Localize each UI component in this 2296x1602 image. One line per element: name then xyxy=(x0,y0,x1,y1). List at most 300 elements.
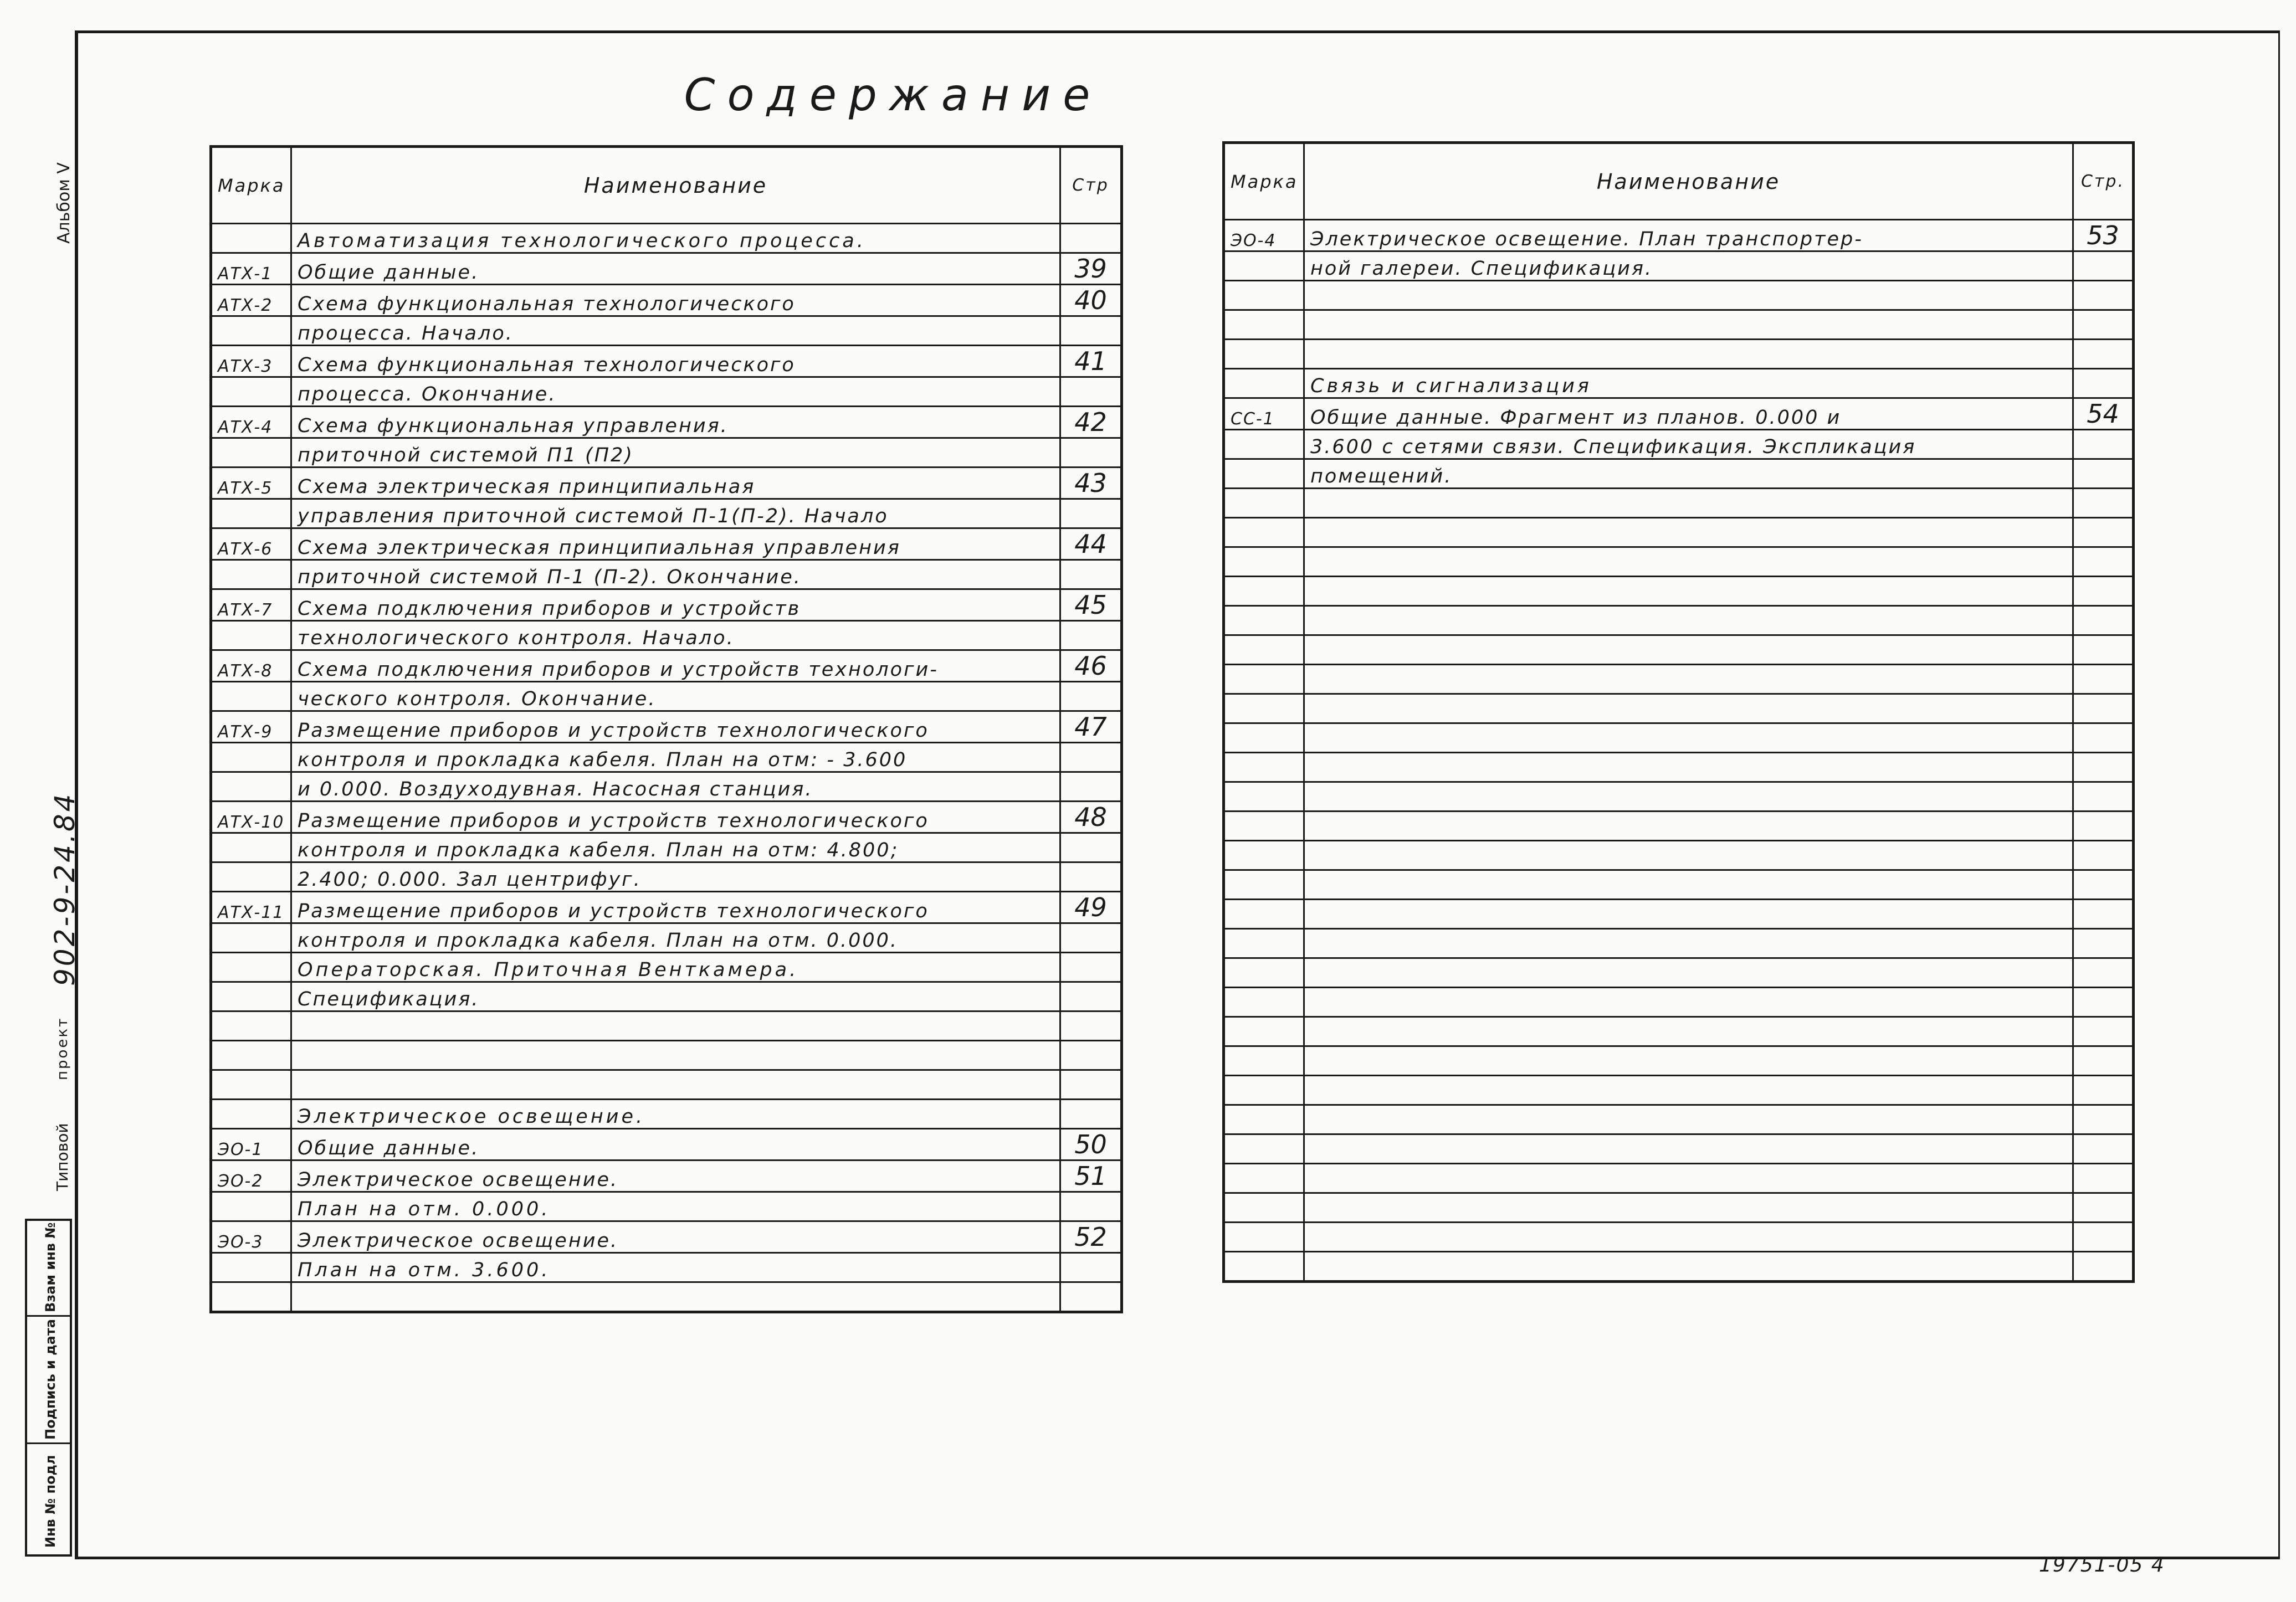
document-title xyxy=(0,69,2296,121)
table-row xyxy=(211,1282,1122,1312)
row-mark xyxy=(211,499,291,528)
row-mark: СС-1 xyxy=(1224,398,1304,430)
row-page: 53 xyxy=(2073,220,2134,251)
table-row xyxy=(211,560,1122,589)
row-name xyxy=(1304,1046,2073,1076)
row-page: 39 xyxy=(1060,253,1122,285)
row-mark: ЭО-2 xyxy=(211,1161,291,1192)
row-name: контроля и прокладка кабеля. План на отм: 4.800; xyxy=(291,833,1060,862)
row-mark: АТХ-6 xyxy=(211,528,291,560)
row-mark xyxy=(1224,900,1304,929)
table-row xyxy=(1224,782,2134,812)
project-code-label: 902-9-24.84 xyxy=(49,792,81,986)
header-mark: Марка xyxy=(211,147,291,224)
row-name: 2.400; 0.000. Зал центрифуг. xyxy=(291,862,1060,892)
row-mark xyxy=(211,316,291,346)
row-name: Схема подключения приборов и устройств xyxy=(291,589,1060,621)
row-mark xyxy=(1224,281,1304,310)
row-page xyxy=(2073,1017,2134,1046)
table-row xyxy=(1224,1076,2134,1105)
row-page xyxy=(1060,772,1122,802)
table-row xyxy=(211,862,1122,892)
row-name: контроля и прокладка кабеля. План на отм: - 3.600 xyxy=(291,743,1060,772)
row-page xyxy=(2073,340,2134,369)
row-name: управления приточной системой П-1(П-2). Начало xyxy=(291,499,1060,528)
table-row xyxy=(1224,1252,2134,1282)
row-page: 44 xyxy=(1060,528,1122,560)
table-row xyxy=(1224,870,2134,900)
row-page: 54 xyxy=(2073,398,2134,430)
row-page xyxy=(2073,900,2134,929)
row-page xyxy=(1060,743,1122,772)
row-page xyxy=(1060,982,1122,1011)
row-page xyxy=(1060,953,1122,982)
row-name xyxy=(1304,958,2073,988)
toc-body-right xyxy=(1224,220,2134,1282)
row-name xyxy=(1304,281,2073,310)
row-name: Схема функциональная технологического xyxy=(291,346,1060,377)
table-row xyxy=(211,892,1122,923)
row-mark xyxy=(1224,782,1304,812)
row-name xyxy=(1304,1076,2073,1105)
table-row xyxy=(211,1070,1122,1100)
row-mark: АТХ-8 xyxy=(211,650,291,682)
row-name xyxy=(1304,340,2073,369)
header-page: Стр. xyxy=(2073,143,2134,220)
row-page xyxy=(1060,1253,1122,1282)
row-name: Электрическое освещение. xyxy=(291,1100,1060,1129)
table-row xyxy=(211,224,1122,253)
table-row xyxy=(1224,723,2134,753)
toc-body-left xyxy=(211,224,1122,1312)
table-row xyxy=(211,346,1122,377)
table-row xyxy=(1224,1046,2134,1076)
row-name xyxy=(1304,1017,2073,1046)
row-mark xyxy=(211,560,291,589)
table-row xyxy=(1224,1017,2134,1046)
row-name: ной галереи. Спецификация. xyxy=(1304,251,2073,281)
row-mark xyxy=(211,1070,291,1100)
row-mark xyxy=(211,982,291,1011)
row-page xyxy=(2073,430,2134,459)
table-row xyxy=(1224,635,2134,665)
row-name: Электрическое освещение. xyxy=(291,1221,1060,1253)
row-mark xyxy=(211,743,291,772)
row-mark xyxy=(1224,459,1304,489)
row-name: Общие данные. xyxy=(291,1129,1060,1161)
row-mark xyxy=(211,1282,291,1312)
table-header-row xyxy=(1224,143,2134,220)
row-name: 3.600 с сетями связи. Спецификация. Экспликация xyxy=(1304,430,2073,459)
row-name xyxy=(1304,929,2073,958)
table-row xyxy=(211,316,1122,346)
row-name xyxy=(1304,310,2073,340)
row-mark xyxy=(211,1041,291,1070)
row-page xyxy=(2073,812,2134,841)
row-page xyxy=(1060,438,1122,468)
row-mark xyxy=(1224,606,1304,635)
row-name xyxy=(1304,665,2073,694)
table-row xyxy=(211,1192,1122,1221)
row-mark xyxy=(211,862,291,892)
table-row xyxy=(1224,577,2134,606)
row-mark xyxy=(1224,489,1304,518)
table-row xyxy=(1224,220,2134,251)
row-page xyxy=(1060,1041,1122,1070)
table-row xyxy=(211,1253,1122,1282)
row-mark xyxy=(1224,841,1304,870)
row-page xyxy=(2073,635,2134,665)
row-mark xyxy=(211,953,291,982)
row-name xyxy=(1304,1252,2073,1282)
row-mark: АТХ-9 xyxy=(211,711,291,743)
row-mark: ЭО-3 xyxy=(211,1221,291,1253)
stamp-divider xyxy=(27,1442,70,1444)
row-page: 46 xyxy=(1060,650,1122,682)
row-name xyxy=(291,1282,1060,1312)
row-page xyxy=(1060,560,1122,589)
row-name xyxy=(1304,870,2073,900)
row-name: процесса. Окончание. xyxy=(291,377,1060,407)
row-page xyxy=(1060,1011,1122,1041)
row-page: 45 xyxy=(1060,589,1122,621)
row-page xyxy=(2073,1223,2134,1252)
table-row xyxy=(211,982,1122,1011)
row-page xyxy=(2073,459,2134,489)
table-row xyxy=(211,833,1122,862)
row-page xyxy=(1060,224,1122,253)
table-row xyxy=(1224,694,2134,723)
table-row xyxy=(211,499,1122,528)
row-name: приточной системой П1 (П2) xyxy=(291,438,1060,468)
row-name: Операторская. Приточная Венткамера. xyxy=(291,953,1060,982)
row-page xyxy=(2073,694,2134,723)
table-row xyxy=(1224,958,2134,988)
row-page: 43 xyxy=(1060,468,1122,499)
row-mark xyxy=(211,833,291,862)
row-page xyxy=(2073,1193,2134,1223)
row-page xyxy=(2073,577,2134,606)
header-name: Наименование xyxy=(1304,143,2073,220)
row-name: Общие данные. xyxy=(291,253,1060,285)
row-mark xyxy=(1224,753,1304,782)
row-mark xyxy=(211,772,291,802)
row-name xyxy=(1304,900,2073,929)
row-page: 41 xyxy=(1060,346,1122,377)
row-page xyxy=(1060,862,1122,892)
table-row xyxy=(1224,459,2134,489)
row-page xyxy=(2073,1134,2134,1164)
row-name xyxy=(1304,694,2073,723)
table-row xyxy=(211,621,1122,650)
row-name: Схема функциональная управления. xyxy=(291,407,1060,438)
row-mark xyxy=(211,1253,291,1282)
row-page xyxy=(1060,316,1122,346)
table-row xyxy=(1224,340,2134,369)
row-page xyxy=(1060,682,1122,711)
row-name: Схема электрическая принципиальная управления xyxy=(291,528,1060,560)
sheet-number: 19751-05 4 xyxy=(2039,1554,2165,1577)
row-page xyxy=(1060,833,1122,862)
row-mark xyxy=(1224,870,1304,900)
row-name: Общие данные. Фрагмент из планов. 0.000 и xyxy=(1304,398,2073,430)
table-row xyxy=(1224,398,2134,430)
toc-table-left xyxy=(209,145,1123,1313)
row-mark: ЭО-1 xyxy=(211,1129,291,1161)
table-row xyxy=(1224,1193,2134,1223)
row-name xyxy=(1304,547,2073,577)
row-page xyxy=(2073,753,2134,782)
table-row xyxy=(211,468,1122,499)
row-name: Связь и сигнализация xyxy=(1304,369,2073,398)
table-row xyxy=(1224,251,2134,281)
row-page xyxy=(2073,723,2134,753)
row-mark: АТХ-3 xyxy=(211,346,291,377)
row-name: Размещение приборов и устройств технологического xyxy=(291,802,1060,833)
row-page xyxy=(1060,621,1122,650)
row-mark xyxy=(211,1011,291,1041)
row-page xyxy=(2073,958,2134,988)
row-page xyxy=(2073,489,2134,518)
row-page xyxy=(2073,1252,2134,1282)
row-mark xyxy=(211,1100,291,1129)
stamp-label-sign: Подпись и дата xyxy=(43,1319,58,1440)
table-row xyxy=(1224,665,2134,694)
row-page: 51 xyxy=(1060,1161,1122,1192)
row-page xyxy=(2073,988,2134,1017)
table-row xyxy=(1224,369,2134,398)
row-name: Автоматизация технологического процесса. xyxy=(291,224,1060,253)
table-row xyxy=(1224,1134,2134,1164)
table-row xyxy=(1224,753,2134,782)
table-row xyxy=(1224,900,2134,929)
table-row xyxy=(1224,1164,2134,1193)
row-mark xyxy=(1224,1223,1304,1252)
side-stamp xyxy=(25,1219,72,1557)
document-title-text: Содержание xyxy=(684,69,1103,121)
table-row xyxy=(1224,1223,2134,1252)
row-page xyxy=(1060,1282,1122,1312)
row-mark xyxy=(1224,1164,1304,1193)
row-page xyxy=(2073,841,2134,870)
row-mark xyxy=(211,224,291,253)
row-name xyxy=(1304,489,2073,518)
row-page xyxy=(1060,1192,1122,1221)
table-row xyxy=(1224,489,2134,518)
header-mark: Марка xyxy=(1224,143,1304,220)
table-row xyxy=(1224,310,2134,340)
row-mark xyxy=(1224,812,1304,841)
row-name: процесса. Начало. xyxy=(291,316,1060,346)
row-page: 48 xyxy=(1060,802,1122,833)
row-page xyxy=(2073,665,2134,694)
row-name: Размещение приборов и устройств технологического xyxy=(291,892,1060,923)
table-row xyxy=(211,711,1122,743)
table-row xyxy=(1224,1105,2134,1134)
stamp-label-inv: Инв № подл xyxy=(43,1455,58,1548)
row-mark xyxy=(211,682,291,711)
row-name: ческого контроля. Окончание. xyxy=(291,682,1060,711)
row-mark xyxy=(211,1192,291,1221)
table-row xyxy=(211,1041,1122,1070)
row-name: Электрическое освещение. xyxy=(291,1161,1060,1192)
row-mark xyxy=(211,923,291,953)
row-name: и 0.000. Воздуходувная. Насосная станция. xyxy=(291,772,1060,802)
table-row xyxy=(211,589,1122,621)
album-label: Альбом V xyxy=(54,162,74,244)
row-page xyxy=(2073,929,2134,958)
row-name xyxy=(1304,1193,2073,1223)
row-mark xyxy=(1224,929,1304,958)
row-mark xyxy=(211,438,291,468)
row-mark xyxy=(1224,988,1304,1017)
row-name: помещений. xyxy=(1304,459,2073,489)
row-mark xyxy=(1224,958,1304,988)
row-page xyxy=(1060,499,1122,528)
row-page xyxy=(2073,870,2134,900)
table-row xyxy=(1224,281,2134,310)
row-page xyxy=(1060,377,1122,407)
row-page xyxy=(2073,1046,2134,1076)
row-mark xyxy=(1224,723,1304,753)
row-name xyxy=(1304,841,2073,870)
row-page xyxy=(2073,369,2134,398)
row-mark: ЭО-4 xyxy=(1224,220,1304,251)
row-name xyxy=(1304,1105,2073,1134)
row-name xyxy=(291,1041,1060,1070)
row-name xyxy=(1304,518,2073,547)
row-mark xyxy=(1224,430,1304,459)
row-name: Размещение приборов и устройств технологического xyxy=(291,711,1060,743)
row-name xyxy=(1304,812,2073,841)
table-row xyxy=(211,253,1122,285)
table-row xyxy=(211,682,1122,711)
row-mark xyxy=(1224,1105,1304,1134)
stamp-label-replace: Взам инв № xyxy=(43,1222,58,1312)
row-name: План на отм. 3.600. xyxy=(291,1253,1060,1282)
row-name xyxy=(1304,1134,2073,1164)
project-word-label: проект xyxy=(54,1016,71,1080)
row-mark xyxy=(1224,635,1304,665)
header-page: Стр xyxy=(1060,147,1122,224)
row-mark xyxy=(1224,310,1304,340)
row-mark xyxy=(1224,577,1304,606)
row-mark xyxy=(211,621,291,650)
row-page xyxy=(2073,1076,2134,1105)
table-row xyxy=(211,1100,1122,1129)
table-row xyxy=(211,1011,1122,1041)
row-mark: АТХ-4 xyxy=(211,407,291,438)
row-mark xyxy=(1224,340,1304,369)
row-name xyxy=(1304,988,2073,1017)
row-mark xyxy=(1224,1252,1304,1282)
table-row xyxy=(211,1161,1122,1192)
row-page xyxy=(2073,1105,2134,1134)
row-name xyxy=(1304,753,2073,782)
table-row xyxy=(211,743,1122,772)
row-mark: АТХ-10 xyxy=(211,802,291,833)
row-name xyxy=(1304,635,2073,665)
row-name: контроля и прокладка кабеля. План на отм. 0.000. xyxy=(291,923,1060,953)
row-name xyxy=(1304,1223,2073,1252)
row-mark xyxy=(1224,1046,1304,1076)
row-page xyxy=(1060,1100,1122,1129)
row-mark xyxy=(1224,1134,1304,1164)
toc-table-right xyxy=(1222,141,2135,1283)
row-page xyxy=(1060,1070,1122,1100)
row-name xyxy=(1304,723,2073,753)
row-page: 42 xyxy=(1060,407,1122,438)
table-row xyxy=(211,1221,1122,1253)
row-name xyxy=(1304,577,2073,606)
row-name xyxy=(1304,1164,2073,1193)
table-row xyxy=(211,377,1122,407)
table-row xyxy=(1224,988,2134,1017)
row-name: Спецификация. xyxy=(291,982,1060,1011)
table-row xyxy=(211,923,1122,953)
row-mark xyxy=(1224,369,1304,398)
table-row xyxy=(211,953,1122,982)
table-row xyxy=(211,407,1122,438)
row-name: Схема функциональная технологического xyxy=(291,285,1060,316)
table-row xyxy=(1224,606,2134,635)
table-row xyxy=(1224,929,2134,958)
table-row xyxy=(211,528,1122,560)
row-mark: АТХ-2 xyxy=(211,285,291,316)
table-row xyxy=(211,285,1122,316)
row-page xyxy=(1060,923,1122,953)
row-name xyxy=(1304,606,2073,635)
row-page: 40 xyxy=(1060,285,1122,316)
row-mark xyxy=(1224,665,1304,694)
row-mark: АТХ-1 xyxy=(211,253,291,285)
project-prefix-label: Типовой xyxy=(53,1123,71,1191)
row-page xyxy=(2073,281,2134,310)
table-row xyxy=(1224,518,2134,547)
row-page xyxy=(2073,518,2134,547)
table-row xyxy=(211,438,1122,468)
row-page: 52 xyxy=(1060,1221,1122,1253)
row-page xyxy=(2073,310,2134,340)
row-mark xyxy=(1224,694,1304,723)
row-mark xyxy=(211,377,291,407)
row-name: План на отм. 0.000. xyxy=(291,1192,1060,1221)
row-page xyxy=(2073,251,2134,281)
table-row xyxy=(1224,812,2134,841)
row-mark xyxy=(1224,251,1304,281)
row-page xyxy=(2073,547,2134,577)
row-mark xyxy=(1224,1193,1304,1223)
row-page: 49 xyxy=(1060,892,1122,923)
row-page xyxy=(2073,606,2134,635)
stamp-divider xyxy=(27,1315,70,1317)
table-header-row xyxy=(211,147,1122,224)
row-name: Схема подключения приборов и устройств технологи- xyxy=(291,650,1060,682)
row-mark: АТХ-7 xyxy=(211,589,291,621)
row-name: Схема электрическая принципиальная xyxy=(291,468,1060,499)
table-row xyxy=(1224,430,2134,459)
row-page: 50 xyxy=(1060,1129,1122,1161)
row-mark xyxy=(1224,518,1304,547)
row-name xyxy=(291,1011,1060,1041)
row-mark: АТХ-5 xyxy=(211,468,291,499)
row-page xyxy=(2073,782,2134,812)
table-row xyxy=(211,802,1122,833)
table-row xyxy=(211,772,1122,802)
row-name: Электрическое освещение. План транспортер- xyxy=(1304,220,2073,251)
header-name: Наименование xyxy=(291,147,1060,224)
table-row xyxy=(211,1129,1122,1161)
